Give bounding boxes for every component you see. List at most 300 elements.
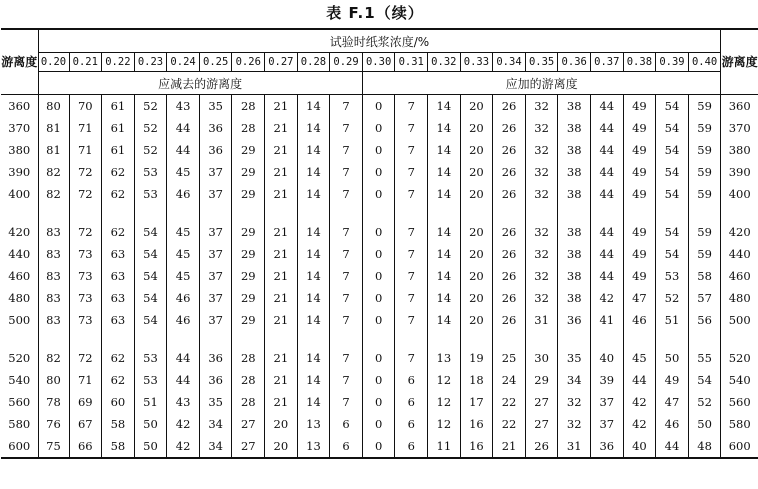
concentration-cell: 0.39 [656, 53, 689, 72]
value-cell: 26 [493, 95, 526, 118]
value-cell: 59 [688, 139, 721, 161]
freeness-cell-right: 360 [721, 95, 758, 118]
value-cell: 26 [493, 183, 526, 205]
value-cell: 59 [688, 161, 721, 183]
value-cell: 38 [558, 221, 591, 243]
table-row [1, 183, 758, 205]
concentration-cell: 0.38 [623, 53, 656, 72]
value-cell: 14 [428, 95, 461, 118]
value-cell: 36 [199, 139, 232, 161]
value-cell: 40 [623, 435, 656, 458]
value-cell: 83 [38, 309, 69, 331]
value-cell: 72 [69, 347, 102, 369]
value-cell: 66 [69, 435, 102, 458]
value-cell: 24 [493, 369, 526, 391]
value-cell: 7 [395, 221, 428, 243]
value-cell: 56 [688, 309, 721, 331]
value-cell: 7 [330, 369, 363, 391]
table-row [1, 309, 758, 331]
value-cell: 44 [591, 221, 624, 243]
value-cell: 83 [38, 221, 69, 243]
value-cell: 72 [69, 183, 102, 205]
value-cell: 54 [134, 265, 167, 287]
value-cell: 29 [232, 287, 265, 309]
value-cell: 14 [428, 221, 461, 243]
value-cell: 20 [460, 309, 493, 331]
value-cell: 69 [69, 391, 102, 413]
value-cell: 28 [232, 117, 265, 139]
concentration-cell: 0.22 [102, 53, 135, 72]
value-cell: 62 [102, 161, 135, 183]
value-cell: 18 [460, 369, 493, 391]
value-cell: 47 [656, 391, 689, 413]
freeness-cell: 580 [8, 417, 31, 431]
value-cell: 44 [591, 161, 624, 183]
value-cell: 78 [38, 391, 69, 413]
value-cell: 53 [134, 347, 167, 369]
value-cell: 46 [656, 413, 689, 435]
concentration-cell: 0.26 [232, 53, 265, 72]
freeness-cell-right: 520 [721, 347, 758, 369]
value-cell: 73 [69, 309, 102, 331]
value-cell: 46 [623, 309, 656, 331]
concentration-header: 试验时纸浆浓度/% [38, 29, 721, 53]
table-row [1, 287, 758, 309]
value-cell: 70 [69, 95, 102, 118]
freeness-cell-right: 600 [721, 435, 758, 458]
value-cell: 7 [395, 347, 428, 369]
value-cell: 32 [525, 183, 558, 205]
value-cell: 29 [232, 161, 265, 183]
concentration-cell: 0.29 [330, 53, 363, 72]
value-cell: 38 [558, 287, 591, 309]
value-cell: 44 [167, 347, 200, 369]
value-cell: 37 [199, 243, 232, 265]
freeness-cell-right: 420 [721, 221, 758, 243]
value-cell: 46 [167, 287, 200, 309]
value-cell: 37 [199, 309, 232, 331]
value-cell: 44 [623, 369, 656, 391]
value-cell: 40 [591, 347, 624, 369]
value-cell: 44 [591, 265, 624, 287]
value-cell: 21 [265, 265, 298, 287]
value-cell: 20 [460, 265, 493, 287]
value-cell: 41 [591, 309, 624, 331]
value-cell: 21 [265, 287, 298, 309]
value-cell: 49 [623, 95, 656, 118]
value-cell: 54 [134, 309, 167, 331]
value-cell: 71 [69, 117, 102, 139]
value-cell: 29 [525, 369, 558, 391]
value-cell: 51 [134, 391, 167, 413]
freeness-cell: 460 [8, 269, 31, 283]
value-cell: 7 [330, 139, 363, 161]
value-cell: 0 [362, 161, 395, 183]
value-cell: 7 [395, 309, 428, 331]
value-cell: 42 [591, 287, 624, 309]
value-cell: 38 [558, 243, 591, 265]
value-cell: 14 [428, 265, 461, 287]
value-cell: 28 [232, 369, 265, 391]
value-cell: 29 [232, 139, 265, 161]
table-row [1, 221, 758, 243]
value-cell: 7 [395, 243, 428, 265]
group-header-row [1, 72, 758, 95]
value-cell: 47 [623, 287, 656, 309]
value-cell: 44 [167, 117, 200, 139]
value-cell: 34 [199, 435, 232, 458]
value-cell: 27 [232, 413, 265, 435]
table-body [1, 95, 758, 459]
value-cell: 14 [297, 221, 330, 243]
value-cell: 0 [362, 139, 395, 161]
value-cell: 14 [297, 95, 330, 118]
freeness-cell: 370 [8, 121, 31, 135]
value-cell: 31 [525, 309, 558, 331]
freeness-cell-right: 400 [721, 183, 758, 205]
value-cell: 0 [362, 243, 395, 265]
value-cell: 60 [102, 391, 135, 413]
value-cell: 58 [102, 413, 135, 435]
spacer-row [1, 331, 758, 347]
value-cell: 14 [297, 265, 330, 287]
freeness-cell-right: 480 [721, 287, 758, 309]
value-cell: 49 [623, 221, 656, 243]
value-cell: 7 [330, 117, 363, 139]
value-cell: 32 [525, 265, 558, 287]
value-cell: 29 [232, 309, 265, 331]
value-cell: 45 [623, 347, 656, 369]
freeness-cell-right: 440 [721, 243, 758, 265]
value-cell: 14 [297, 287, 330, 309]
value-cell: 72 [69, 221, 102, 243]
value-cell: 81 [38, 117, 69, 139]
value-cell: 61 [102, 117, 135, 139]
value-cell: 52 [688, 391, 721, 413]
value-cell: 7 [395, 117, 428, 139]
value-cell: 20 [460, 161, 493, 183]
value-cell: 21 [493, 435, 526, 458]
value-cell: 54 [656, 161, 689, 183]
value-cell: 42 [623, 413, 656, 435]
value-cell: 32 [525, 95, 558, 118]
value-cell: 21 [265, 391, 298, 413]
value-cell: 7 [330, 347, 363, 369]
value-cell: 45 [167, 243, 200, 265]
value-cell: 14 [428, 287, 461, 309]
value-cell: 80 [38, 369, 69, 391]
value-cell: 53 [134, 161, 167, 183]
concentration-cell: 0.36 [558, 53, 591, 72]
value-cell: 20 [460, 221, 493, 243]
value-cell: 82 [38, 347, 69, 369]
value-cell: 32 [525, 139, 558, 161]
value-cell: 26 [493, 117, 526, 139]
freeness-cell-right: 540 [721, 369, 758, 391]
value-cell: 45 [167, 221, 200, 243]
value-cell: 7 [330, 183, 363, 205]
value-cell: 14 [297, 243, 330, 265]
value-cell: 49 [623, 265, 656, 287]
value-cell: 54 [656, 117, 689, 139]
value-cell: 32 [558, 391, 591, 413]
value-cell: 54 [134, 221, 167, 243]
value-cell: 49 [623, 243, 656, 265]
value-cell: 14 [297, 347, 330, 369]
freeness-cell: 600 [1, 435, 38, 458]
value-cell: 14 [428, 309, 461, 331]
freeness-cell-right: 500 [721, 309, 758, 331]
group-add-header: 应加的游离度 [362, 72, 721, 95]
value-cell: 42 [167, 435, 200, 458]
value-cell: 38 [558, 117, 591, 139]
value-cell: 36 [591, 435, 624, 458]
page-title: 表 F.1（续） [326, 4, 424, 22]
value-cell: 12 [428, 391, 461, 413]
value-cell: 34 [558, 369, 591, 391]
value-cell: 13 [297, 413, 330, 435]
value-cell: 37 [199, 221, 232, 243]
freeness-cell: 480 [8, 291, 31, 305]
value-cell: 76 [38, 413, 69, 435]
value-cell: 0 [362, 117, 395, 139]
table-row [1, 265, 758, 287]
value-cell: 20 [460, 287, 493, 309]
value-cell: 67 [69, 413, 102, 435]
freeness-cell: 380 [8, 143, 31, 157]
table-row [1, 139, 758, 161]
value-cell: 7 [395, 161, 428, 183]
value-cell: 20 [265, 435, 298, 458]
value-cell: 35 [199, 95, 232, 118]
value-cell: 21 [265, 139, 298, 161]
value-cell: 45 [167, 161, 200, 183]
value-cell: 16 [460, 435, 493, 458]
value-cell: 36 [199, 117, 232, 139]
value-cell: 54 [688, 369, 721, 391]
correction-table [1, 28, 758, 459]
value-cell: 21 [265, 309, 298, 331]
value-cell: 26 [493, 265, 526, 287]
value-cell: 37 [199, 161, 232, 183]
value-cell: 29 [232, 265, 265, 287]
value-cell: 14 [297, 117, 330, 139]
value-cell: 26 [493, 221, 526, 243]
value-cell: 75 [38, 435, 69, 458]
value-cell: 21 [265, 95, 298, 118]
value-cell: 14 [297, 139, 330, 161]
value-cell: 27 [525, 391, 558, 413]
value-cell: 7 [330, 243, 363, 265]
value-cell: 73 [69, 243, 102, 265]
value-cell: 54 [656, 183, 689, 205]
value-cell: 28 [232, 347, 265, 369]
table-row [1, 413, 758, 435]
value-cell: 6 [330, 413, 363, 435]
value-cell: 44 [591, 139, 624, 161]
value-cell: 83 [38, 243, 69, 265]
value-cell: 0 [362, 265, 395, 287]
value-cell: 20 [460, 95, 493, 118]
spacer-row [1, 205, 758, 221]
value-cell: 82 [38, 183, 69, 205]
freeness-cell-right: 390 [721, 161, 758, 183]
value-cell: 11 [428, 435, 461, 458]
value-cell: 80 [38, 95, 69, 118]
value-cell: 13 [428, 347, 461, 369]
value-cell: 81 [38, 139, 69, 161]
value-cell: 6 [330, 435, 363, 458]
value-cell: 22 [493, 413, 526, 435]
value-cell: 21 [265, 347, 298, 369]
value-cell: 83 [38, 287, 69, 309]
value-cell: 44 [591, 243, 624, 265]
freeness-cell-right: 370 [721, 117, 758, 139]
value-cell: 49 [623, 183, 656, 205]
concentration-cell: 0.28 [297, 53, 330, 72]
freeness-cell: 500 [8, 313, 31, 327]
value-cell: 21 [265, 161, 298, 183]
value-cell: 32 [525, 243, 558, 265]
value-cell: 26 [493, 287, 526, 309]
value-cell: 54 [656, 221, 689, 243]
value-cell: 25 [493, 347, 526, 369]
value-cell: 14 [428, 161, 461, 183]
concentration-cell: 0.21 [69, 53, 102, 72]
value-cell: 83 [38, 265, 69, 287]
freeness-cell: 400 [8, 187, 31, 201]
concentration-cell: 0.37 [591, 53, 624, 72]
value-cell: 0 [362, 221, 395, 243]
value-cell: 6 [395, 369, 428, 391]
freeness-cell-right: 380 [721, 139, 758, 161]
group-subtract-header: 应减去的游离度 [38, 72, 362, 95]
value-cell: 29 [232, 243, 265, 265]
value-cell: 44 [167, 369, 200, 391]
value-cell: 36 [558, 309, 591, 331]
value-cell: 82 [38, 161, 69, 183]
freeness-cell-right: 460 [721, 265, 758, 287]
value-cell: 21 [265, 117, 298, 139]
value-cell: 29 [232, 221, 265, 243]
table-row [1, 95, 758, 118]
value-cell: 50 [656, 347, 689, 369]
value-cell: 7 [330, 391, 363, 413]
value-cell: 7 [395, 139, 428, 161]
value-cell: 7 [395, 95, 428, 118]
value-cell: 50 [134, 413, 167, 435]
value-cell: 7 [330, 161, 363, 183]
header-row-top [1, 29, 758, 53]
value-cell: 38 [558, 139, 591, 161]
value-cell: 20 [460, 243, 493, 265]
value-cell: 14 [297, 391, 330, 413]
value-cell: 20 [460, 117, 493, 139]
value-cell: 59 [688, 221, 721, 243]
value-cell: 73 [69, 265, 102, 287]
value-cell: 61 [102, 139, 135, 161]
value-cell: 27 [525, 413, 558, 435]
value-cell: 49 [623, 139, 656, 161]
value-cell: 37 [199, 265, 232, 287]
value-cell: 26 [493, 139, 526, 161]
value-cell: 72 [69, 161, 102, 183]
value-cell: 53 [656, 265, 689, 287]
value-cell: 62 [102, 369, 135, 391]
value-cell: 35 [199, 391, 232, 413]
value-cell: 44 [591, 117, 624, 139]
value-cell: 54 [656, 139, 689, 161]
freeness-cell: 520 [8, 351, 31, 365]
row-header-right: 游离度 [721, 29, 758, 95]
value-cell: 49 [656, 369, 689, 391]
value-cell: 44 [591, 183, 624, 205]
table-row [1, 435, 758, 458]
value-cell: 50 [134, 435, 167, 458]
value-cell: 19 [460, 347, 493, 369]
concentration-cell: 0.27 [265, 53, 298, 72]
value-cell: 14 [428, 243, 461, 265]
value-cell: 7 [330, 95, 363, 118]
value-cell: 27 [232, 435, 265, 458]
value-cell: 14 [428, 183, 461, 205]
value-cell: 6 [395, 391, 428, 413]
value-cell: 28 [232, 391, 265, 413]
value-cell: 59 [688, 183, 721, 205]
value-cell: 37 [591, 413, 624, 435]
table-row [1, 347, 758, 369]
value-cell: 45 [167, 265, 200, 287]
concentration-cell: 0.30 [362, 53, 395, 72]
value-cell: 14 [297, 183, 330, 205]
concentration-cell: 0.32 [428, 53, 461, 72]
value-cell: 20 [460, 139, 493, 161]
value-cell: 52 [656, 287, 689, 309]
row-header-left: 游离度 [1, 29, 38, 95]
value-cell: 54 [656, 243, 689, 265]
value-cell: 14 [428, 139, 461, 161]
value-cell: 14 [428, 117, 461, 139]
value-cell: 49 [623, 161, 656, 183]
value-cell: 21 [265, 243, 298, 265]
value-cell: 21 [265, 369, 298, 391]
value-cell: 37 [199, 287, 232, 309]
value-cell: 71 [69, 369, 102, 391]
concentration-cell: 0.33 [460, 53, 493, 72]
value-cell: 48 [688, 435, 721, 458]
value-cell: 6 [395, 435, 428, 458]
freeness-cell: 360 [8, 99, 31, 113]
value-cell: 58 [688, 265, 721, 287]
value-cell: 53 [134, 369, 167, 391]
value-cell: 62 [102, 221, 135, 243]
concentration-cell: 0.25 [199, 53, 232, 72]
value-cell: 22 [493, 391, 526, 413]
value-cell: 20 [460, 183, 493, 205]
value-cell: 62 [102, 183, 135, 205]
value-cell: 50 [688, 413, 721, 435]
value-cell: 0 [362, 369, 395, 391]
value-cell: 46 [167, 309, 200, 331]
value-cell: 29 [232, 183, 265, 205]
value-cell: 32 [525, 117, 558, 139]
concentration-cell: 0.20 [38, 53, 69, 72]
value-cell: 0 [362, 391, 395, 413]
value-cell: 38 [558, 183, 591, 205]
value-cell: 35 [558, 347, 591, 369]
value-cell: 59 [688, 243, 721, 265]
value-cell: 7 [395, 265, 428, 287]
